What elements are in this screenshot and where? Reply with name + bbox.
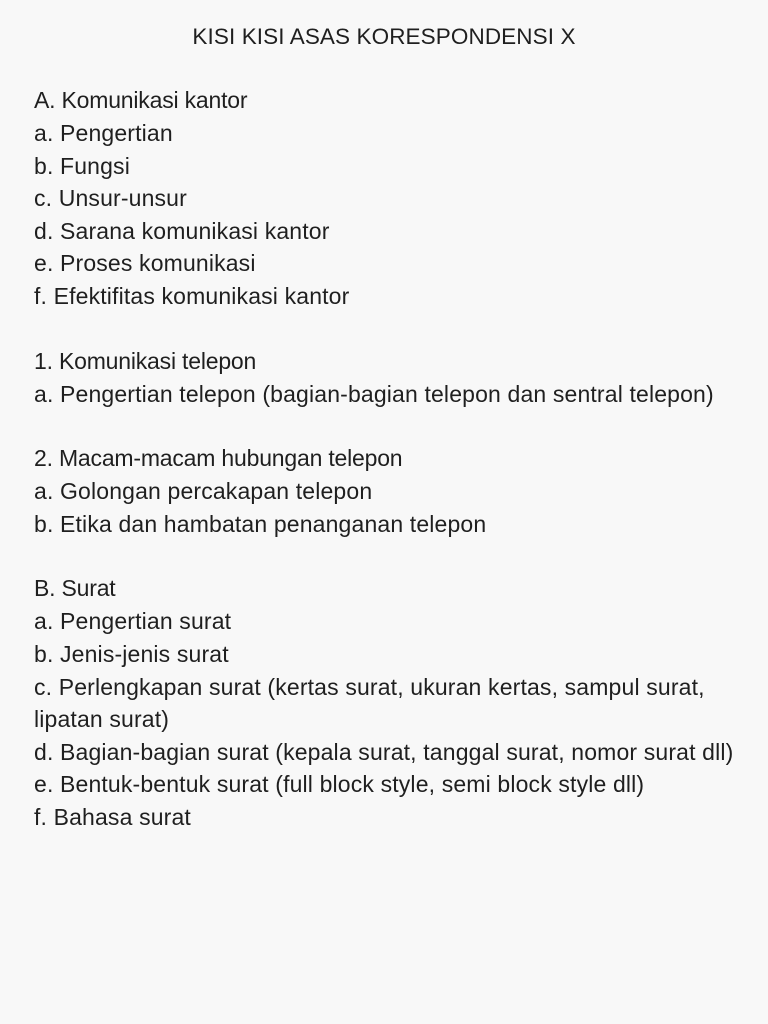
list-item: c. Perlengkapan surat (kertas surat, ukuran kertas, sampul surat, lipatan surat) — [34, 673, 705, 733]
section-komunikasi-kantor — [34, 84, 734, 313]
section-komunikasi-telepon — [34, 345, 734, 411]
list-item: e. Bentuk-bentuk surat (full block style, semi block style dll) — [34, 771, 645, 798]
section-item-list — [34, 475, 734, 540]
section-item-list — [34, 378, 734, 411]
section-surat — [34, 572, 734, 833]
list-item: a. Pengertian telepon (bagian-bagian telepon dan sentral telepon) — [34, 380, 714, 407]
section-heading: B. Surat — [34, 575, 116, 602]
list-item: a. Pengertian — [34, 120, 173, 146]
list-item: a. Golongan percakapan telepon — [34, 478, 373, 505]
list-item: d. Sarana komunikasi kantor — [34, 217, 330, 244]
list-item: a. Pengertian surat — [34, 608, 232, 635]
list-item: f. Efektifitas komunikasi kantor — [34, 282, 350, 309]
document-title: KISI KISI ASAS KORESPONDENSI X — [192, 24, 576, 49]
section-item-list — [34, 605, 734, 833]
list-item: e. Proses komunikasi — [34, 250, 256, 277]
list-item: b. Fungsi — [34, 152, 130, 179]
list-item: d. Bagian-bagian surat (kepala surat, tanggal surat, nomor surat dll) — [34, 738, 734, 765]
section-heading: 2. Macam-macam hubungan telepon — [34, 445, 403, 472]
section-heading: 1. Komunikasi telepon — [34, 347, 257, 374]
list-item: b. Jenis-jenis surat — [34, 640, 229, 667]
list-item: b. Etika dan hambatan penanganan telepon — [34, 510, 487, 537]
section-macam-hubungan-telepon — [34, 442, 734, 540]
section-heading: A. Komunikasi kantor — [34, 87, 248, 113]
section-item-list — [34, 117, 734, 313]
list-item: f. Bahasa surat — [34, 803, 191, 830]
list-item: c. Unsur-unsur — [34, 185, 187, 212]
